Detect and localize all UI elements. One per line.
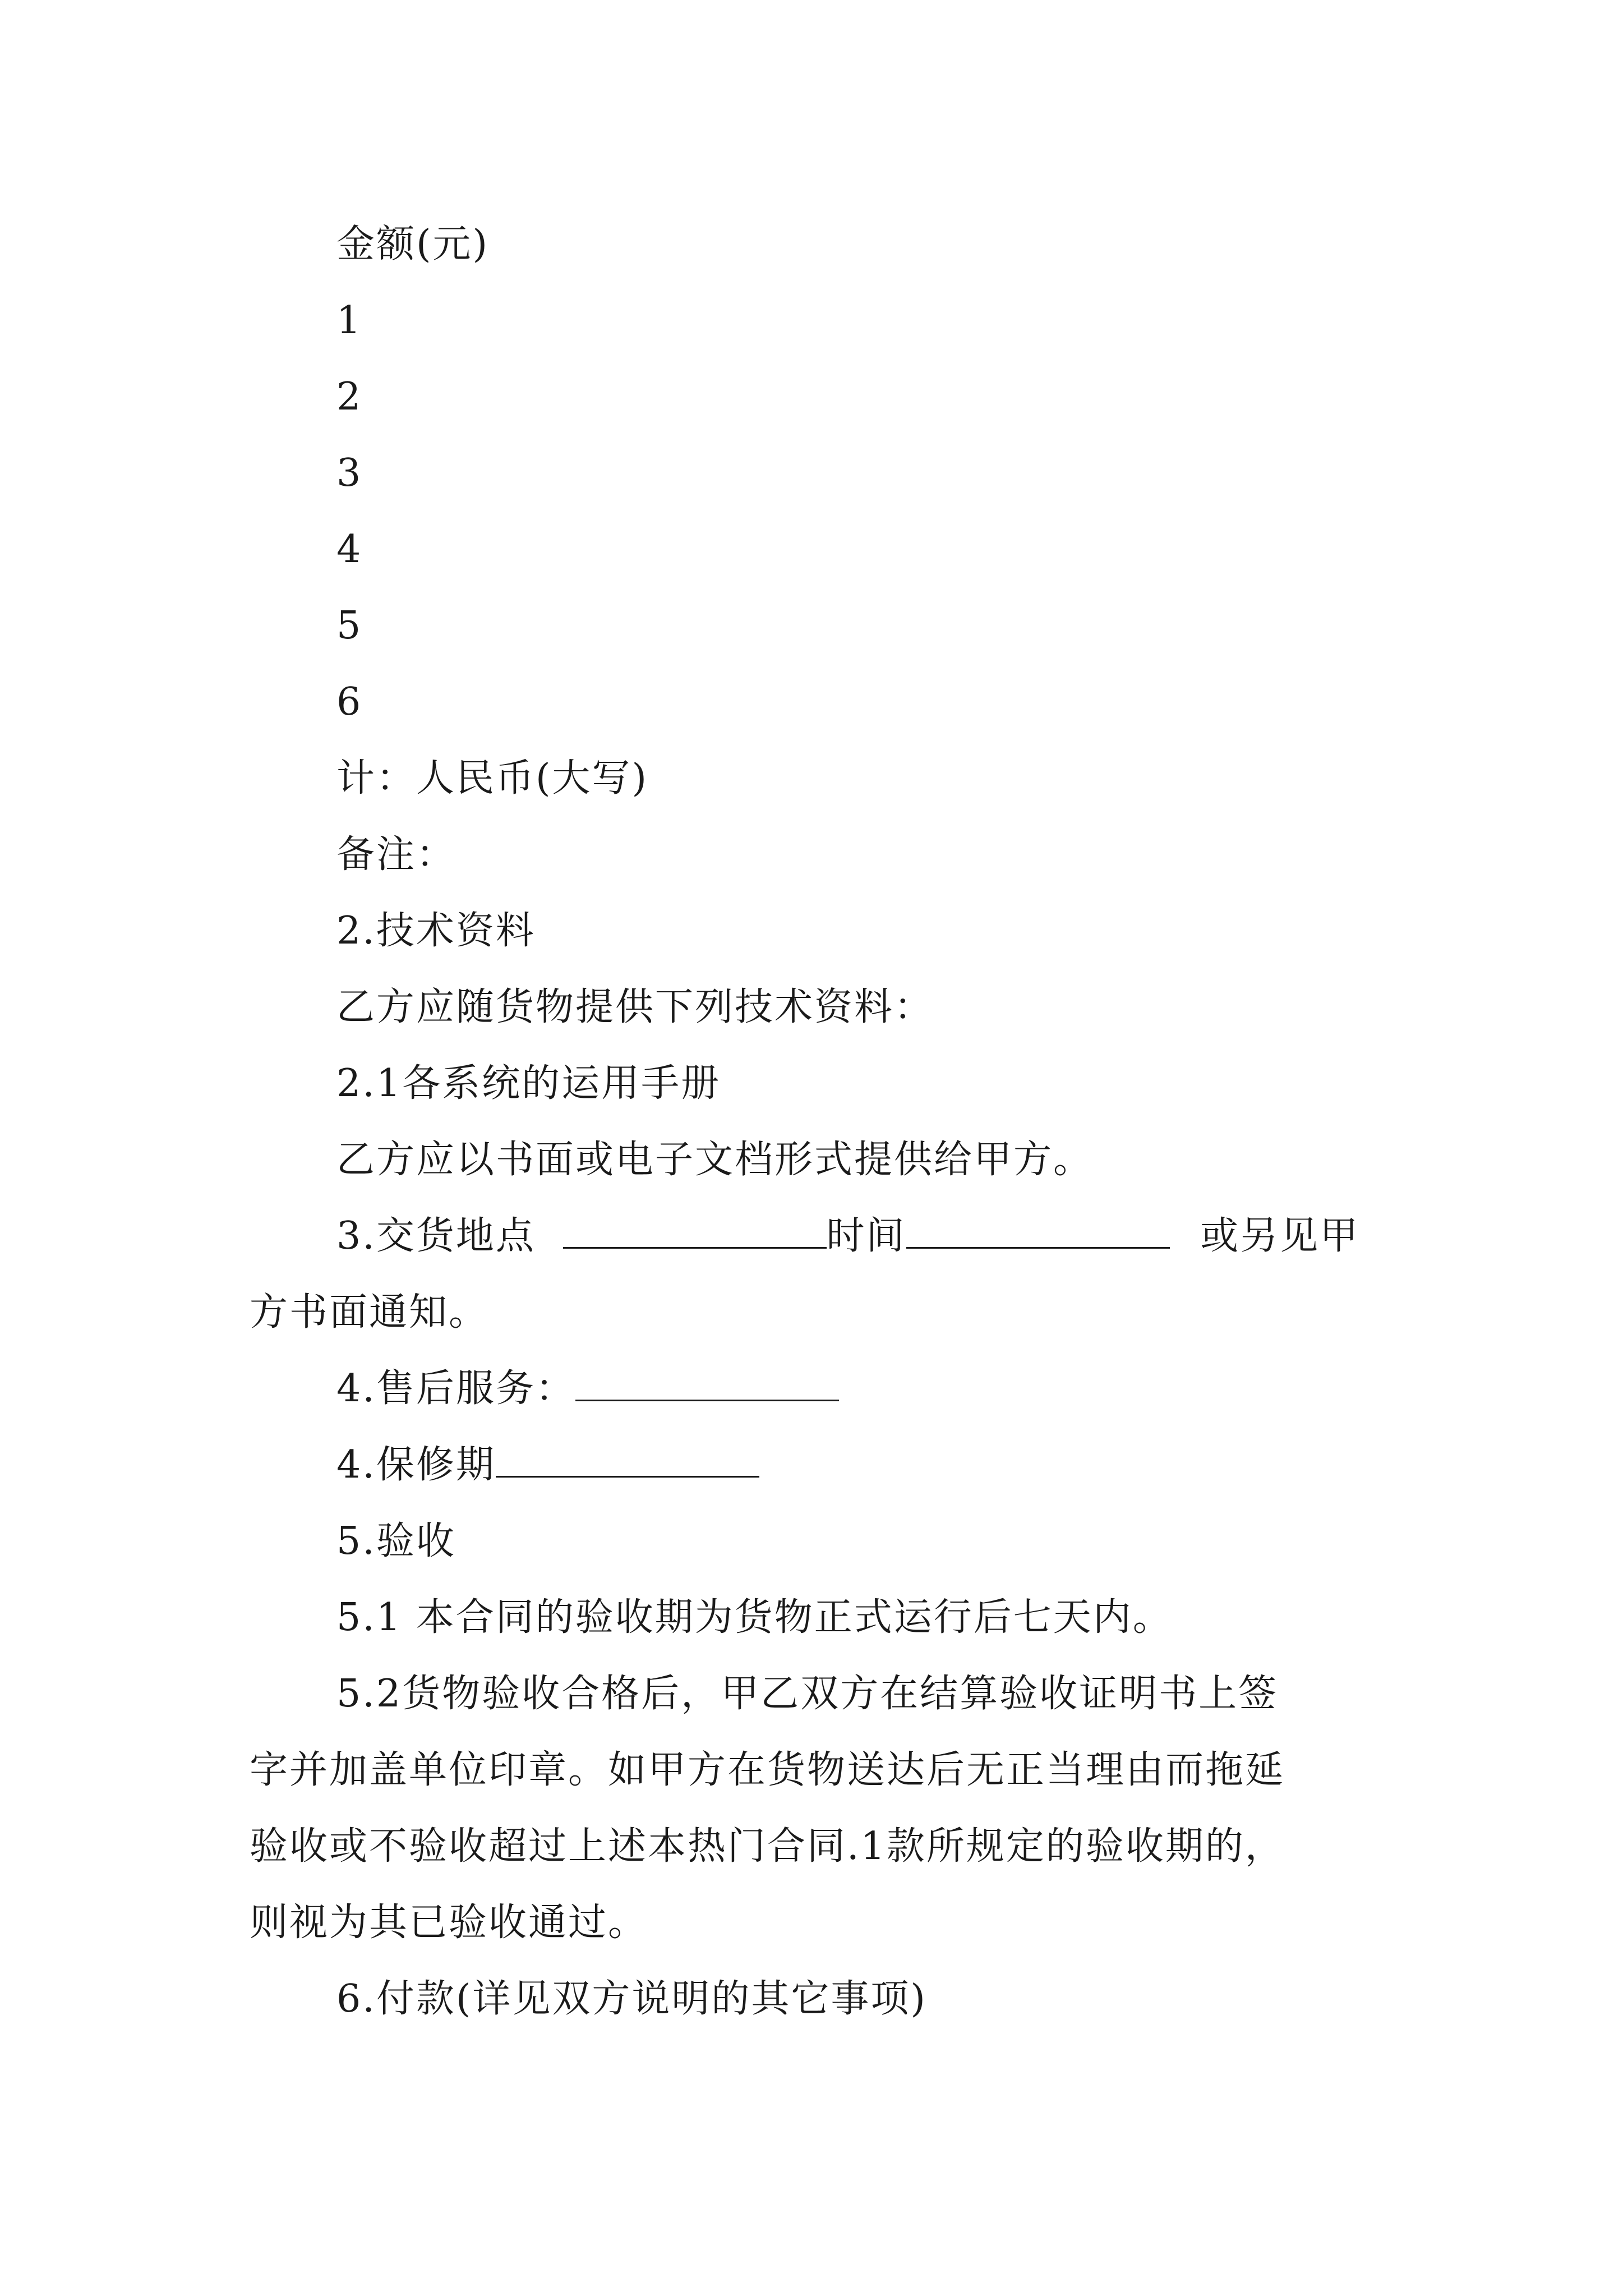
delivery-place-label: 3.交货地点: [336, 1214, 536, 1258]
remarks-label: 备注：: [336, 832, 457, 877]
after-sales-service-label: 4.售后服务：: [336, 1366, 575, 1411]
section-6-payment: 6.付款(详见双方说明的其它事项): [336, 1977, 927, 2021]
delivery-time-blank: [906, 1216, 1170, 1249]
item-number: 2: [336, 375, 363, 419]
total-rmb-label: 计：人民币(大写): [336, 756, 649, 800]
warranty-period-label: 4.保修期: [336, 1443, 496, 1487]
section-3-continuation: 或另见甲: [1200, 1214, 1360, 1258]
section-5-2-line: 验收或不验收超过上述本热门合同.1款所规定的验收期的，: [250, 1824, 1285, 1869]
item-number: 5: [336, 604, 363, 648]
item-number: 4: [336, 527, 363, 572]
section-5-title: 5.验收: [336, 1519, 456, 1563]
section-5-2-line: 字并加盖单位印章。如甲方在货物送达后无正当理由而拖延: [250, 1748, 1285, 1792]
section-3-line: [336, 1214, 1359, 1259]
item-number: 3: [336, 451, 363, 495]
section-2-1-title: 2.1各系统的运用手册: [336, 1061, 721, 1106]
section-2-1-text: 乙方应以书面或电子文档形式提供给甲方。: [336, 1138, 1094, 1182]
section-3-line-2: 方书面通知。: [250, 1290, 489, 1335]
section-5-2-line: 则视为其已验收通过。: [250, 1901, 648, 1945]
section-4-service-line: [336, 1366, 839, 1411]
item-number: 1: [336, 298, 363, 343]
section-5-2-line: 5.2货物验收合格后，甲乙双方在结算验收证明书上签: [336, 1672, 1279, 1716]
section-5-1: 5.1 本合同的验收期为货物正式运行后七天内。: [336, 1595, 1173, 1640]
after-sales-service-blank: [575, 1368, 839, 1401]
warranty-period-blank: [496, 1444, 759, 1478]
item-number: 6: [336, 680, 363, 724]
delivery-time-label: 时间: [826, 1214, 906, 1258]
section-2-intro: 乙方应随货物提供下列技术资料：: [336, 985, 934, 1029]
amount-header: 金额(元): [336, 222, 490, 266]
section-2-title: 2.技术资料: [336, 909, 536, 953]
section-4-warranty-line: [336, 1443, 759, 1488]
delivery-place-blank: [563, 1216, 827, 1249]
